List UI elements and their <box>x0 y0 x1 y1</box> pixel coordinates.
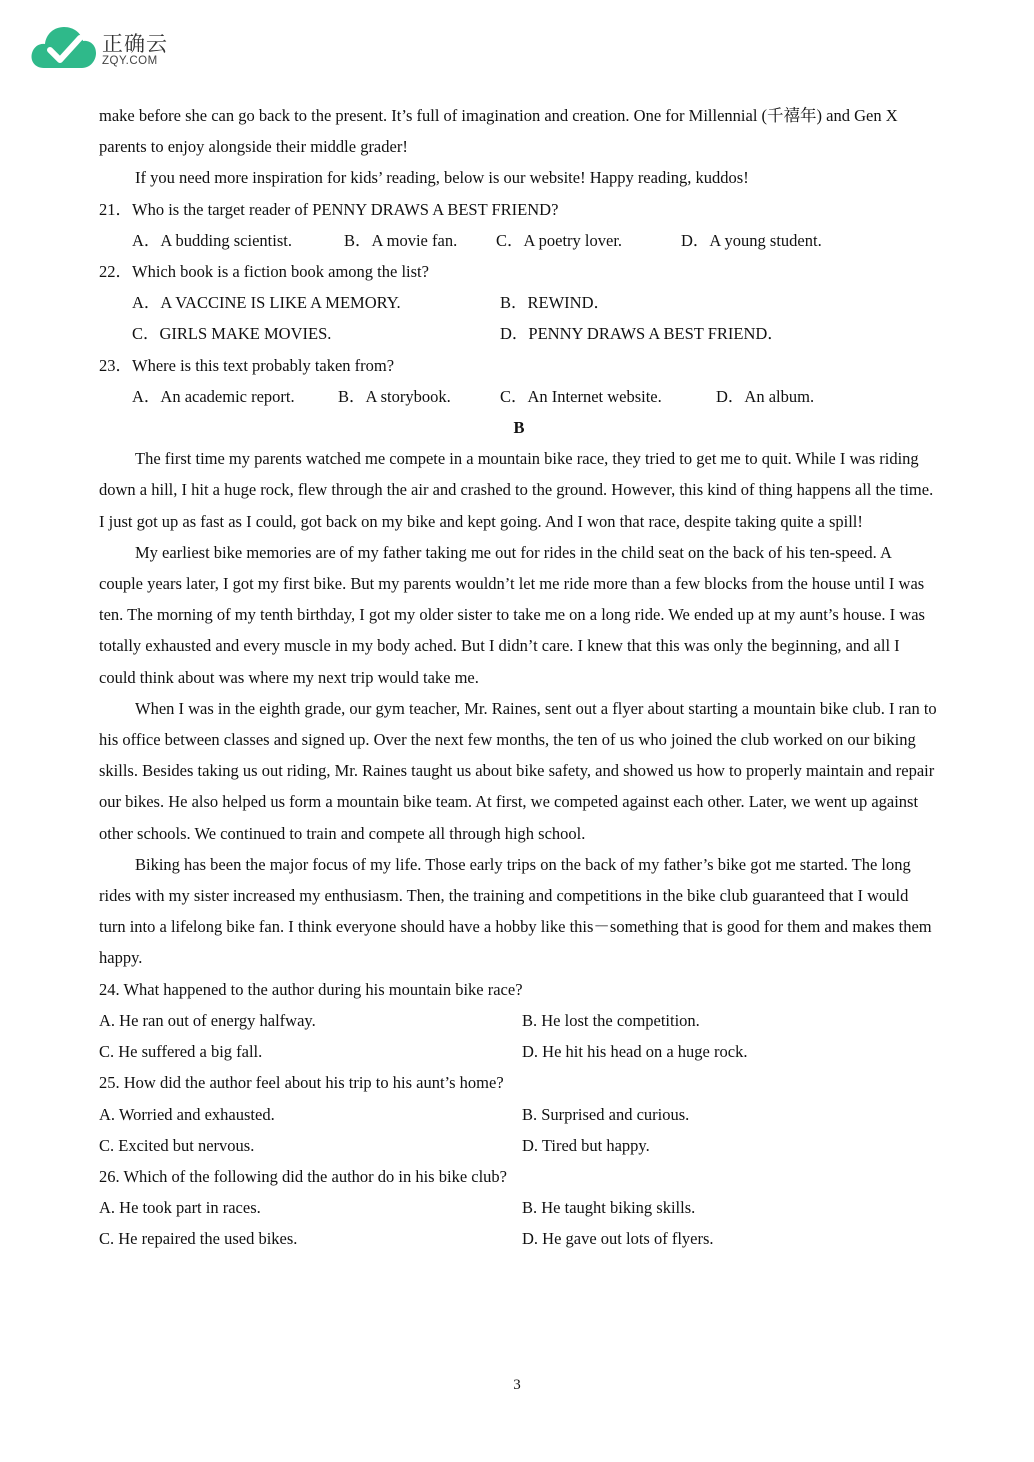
question-24-option-a: A. He ran out of energy halfway. <box>99 1010 316 1030</box>
passage-b-paragraph-1: The first time my parents watched me compete in a mountain bike race, they tried to get me to quit. While I was riding down a hill, I hit a huge rock, flew through the air and crashed to the ground. However, this kind of thing happens all the time. I just got up as fast as I could, got back on my bike and kept going. And I won that race, despite taking quite a spill! <box>99 449 934 531</box>
question-25-option-a: A. Worried and exhausted. <box>99 1104 275 1124</box>
question-26-option-b: B. He taught biking skills. <box>522 1198 696 1218</box>
question-24-option-b: B. He lost the competition. <box>522 1010 700 1030</box>
page-number: 3 <box>513 1377 521 1393</box>
passage-b-paragraph-2: My earliest bike memories are of my father taking me out for rides in the child seat on the back of his ten-speed. A couple years later, I got my first bike. But my parents wouldn’t let me ride more than a few blocks from the house until I was ten. The morning of my tenth birthday, I got my older sister to take me on a long ride. We ended up at my aunt’s house. I was totally exhausted and every muscle in my body ached. But I didn’t care. I knew that this was only the beginning, and all I could think about was where my next trip would take me. <box>99 542 925 687</box>
question-21-option-d: D．A young student. <box>681 230 822 250</box>
question-26-option-a: A. He took part in races. <box>99 1198 261 1218</box>
question-22-stem: 22．Which book is a fiction book among the list? <box>99 262 429 282</box>
question-22-option-a: A．A VACCINE IS LIKE A MEMORY. <box>132 293 401 313</box>
question-26-options-row-2 <box>99 1223 939 1254</box>
question-23-stem: 23．Where is this text probably taken from? <box>99 355 395 375</box>
document-body <box>99 100 939 1255</box>
question-21-option-c: C．A poetry lover. <box>496 230 623 250</box>
question-22-options-row-1 <box>99 287 939 318</box>
question-24-options-row-2 <box>99 1036 939 1067</box>
section-heading-b: B <box>513 418 525 438</box>
question-26-option-c: C. He repaired the used bikes. <box>99 1229 298 1249</box>
question-25-option-d: D. Tired but happy. <box>522 1135 650 1155</box>
logo-text-chinese: 正确云 <box>102 32 168 56</box>
question-21-option-b: B．A movie fan. <box>344 230 458 250</box>
question-22-options-row-2 <box>99 318 939 349</box>
question-23-options <box>99 381 939 412</box>
question-21-option-a: A．A budding scientist. <box>132 230 292 250</box>
question-25-options-row-2 <box>99 1130 939 1161</box>
question-25-options-row-1 <box>99 1099 939 1130</box>
logo-text-english: ZQY.COM <box>102 55 158 67</box>
passage-a-closing-paragraph: If you need more inspiration for kids’ reading, below is our website! Happy reading, kuddos! <box>135 168 749 188</box>
question-24-option-d: D. He hit his head on a huge rock. <box>522 1042 748 1062</box>
question-22-option-c: C．GIRLS MAKE MOVIES. <box>132 324 332 344</box>
question-24-options-row-1 <box>99 1005 939 1036</box>
question-26-option-d: D. He gave out lots of flyers. <box>522 1229 714 1249</box>
question-24-stem: 24. What happened to the author during his mountain bike race? <box>99 979 523 999</box>
question-23-option-d: D．An album. <box>716 386 815 406</box>
question-26-stem: 26. Which of the following did the author do in his bike club? <box>99 1166 507 1186</box>
passage-b-paragraph-4: Biking has been the major focus of my life. Those early trips on the back of my father’s bike got me started. The long rides with my sister increased my enthusiasm. Then, the training and competitions in the bike club guaranteed that I would turn into a lifelong bike fan. I think everyone should have a hobby like this－something that is good for them and makes them happy. <box>99 854 932 968</box>
question-25-option-b: B. Surprised and curious. <box>522 1104 690 1124</box>
question-22-option-b: B．REWIND． <box>500 293 610 313</box>
question-26-options-row-1 <box>99 1192 939 1223</box>
question-23-option-b: B．A storybook. <box>338 386 451 406</box>
question-21-stem: 21．Who is the target reader of PENNY DRAWS A BEST FRIEND? <box>99 199 559 219</box>
question-23-option-a: A．An academic report. <box>132 386 295 406</box>
question-23-option-c: C．An Internet website. <box>500 386 662 406</box>
passage-b-paragraph-3: When I was in the eighth grade, our gym teacher, Mr. Raines, sent out a flyer about starting a mountain bike club. I ran to his office between classes and signed up. Over the next few months, the ten of us who joined the club worked on our biking skills. Besides taking us out riding, Mr. Raines taught us about bike safety, and showed us how to properly maintain and repair our bikes. He also helped us form a mountain bike team. At first, we competed against each other. Later, we went up against other schools. We continued to train and compete all through high school. <box>99 698 937 843</box>
passage-a-tail-paragraph: make before she can go back to the present. It’s full of imagination and creation. One for Millennial (千禧年) and Gen X parents to enjoy alongside their middle grader! <box>99 106 898 157</box>
question-25-stem: 25. How did the author feel about his trip to his aunt’s home? <box>99 1073 504 1093</box>
question-21-options <box>99 225 939 256</box>
question-25-option-c: C. Excited but nervous. <box>99 1135 255 1155</box>
question-24-option-c: C. He suffered a big fall. <box>99 1042 263 1062</box>
question-22-option-d: D．PENNY DRAWS A BEST FRIEND． <box>500 324 784 344</box>
